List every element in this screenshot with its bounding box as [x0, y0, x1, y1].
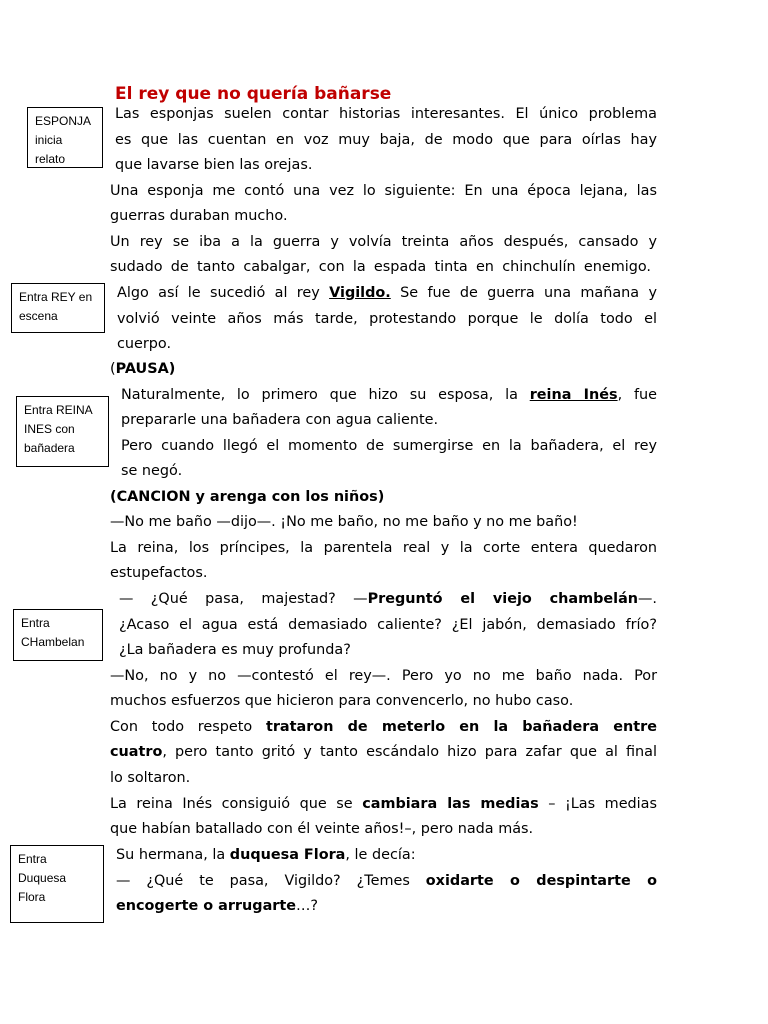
- text-line: muchos esfuerzos que hicieron para convencerlo, no hubo caso.: [110, 693, 574, 709]
- text-line: [116, 896, 318, 916]
- text-run: Se fue de guerra una mañana y: [400, 285, 657, 301]
- note-line: escena: [19, 309, 58, 323]
- text-run: , le decía:: [345, 847, 416, 863]
- text-line: [110, 794, 657, 814]
- text-run: – ¡Las medias: [548, 796, 657, 812]
- text-line: cuerpo.: [117, 336, 172, 352]
- text-line: [110, 717, 657, 737]
- text-line: es que las cuentan en voz muy baja, de modo que para oírlas hay: [115, 132, 657, 148]
- note-line: Duquesa: [18, 871, 67, 885]
- text-line: [110, 359, 175, 379]
- text-run: La reina Inés consiguió que se: [110, 796, 353, 812]
- text-run: , fue: [617, 387, 657, 403]
- note-line: relato: [35, 152, 66, 166]
- text-run: Algo así le sucedió al rey: [117, 285, 320, 301]
- note-line: inicia: [35, 133, 63, 147]
- text-line: se negó.: [121, 463, 183, 479]
- text-line: [119, 589, 657, 609]
- text-run: …?: [296, 898, 319, 914]
- note-line: Entra: [18, 852, 47, 866]
- text-line: Una esponja me contó una vez lo siguiente: En una época lejana, las: [110, 183, 657, 199]
- note-line: Entra REY en: [19, 290, 93, 304]
- text-line: estupefactos.: [110, 565, 208, 581]
- text-line: La reina, los príncipes, la parentela real y la corte entera quedaron: [110, 540, 657, 556]
- text-line: [116, 845, 416, 865]
- note-line: CHambelan: [21, 635, 85, 649]
- stage-note-rey: [11, 283, 105, 333]
- character-name-vigildo: Vigildo.: [329, 285, 391, 301]
- emphasis-trataron: trataron de meterlo en la bañadera entre: [265, 719, 657, 735]
- text-line: [117, 283, 657, 303]
- text-line: [121, 385, 657, 405]
- emphasis-medias: cambiara las medias: [362, 796, 539, 812]
- text-line: —No me baño —dijo—. ¡No me baño, no me baño y no me baño!: [110, 514, 578, 530]
- stage-note-chambelan: [13, 609, 103, 661]
- text-line: Las esponjas suelen contar historias interesantes. El único problema: [115, 106, 657, 122]
- stage-direction-cancion: (CANCION y arenga con los niños): [110, 489, 385, 505]
- note-line: INES con: [24, 422, 75, 436]
- text-line: que lavarse bien las orejas.: [115, 157, 313, 173]
- character-name-flora: duquesa Flora: [229, 847, 346, 863]
- text-line: [116, 871, 657, 891]
- note-line: Flora: [18, 890, 46, 904]
- text-line: Pero cuando llegó el momento de sumergirse en la bañadera, el rey: [121, 438, 657, 454]
- text-line: Un rey se iba a la guerra y volvía treinta años después, cansado y: [110, 234, 657, 250]
- text-run: Su hermana, la: [116, 847, 226, 863]
- character-name-ines: reina Inés: [529, 387, 618, 403]
- text-run: — ¿Qué te pasa, Vigildo? ¿Temes: [116, 873, 410, 889]
- note-line: ESPONJA: [35, 114, 92, 128]
- text-line: —No, no y no —contestó el rey—. Pero yo no me baño nada. Por: [110, 668, 657, 684]
- page-title: El rey que no quería bañarse: [115, 84, 392, 104]
- text-run: —.: [638, 591, 657, 607]
- text-line: ¿Acaso el agua está demasiado caliente? ¿El jabón, demasiado frío?: [119, 617, 657, 633]
- stage-note-ines: [16, 396, 109, 467]
- note-line: Entra: [21, 616, 50, 630]
- emphasis-oxidarte: oxidarte o despintarte o: [425, 873, 657, 889]
- text-line: guerras duraban mucho.: [110, 208, 288, 224]
- stage-note-flora: [10, 845, 104, 923]
- stage-direction-pausa: PAUSA): [115, 361, 176, 377]
- emphasis-encogerte: encogerte o arrugarte: [116, 898, 297, 914]
- text-line: [110, 742, 657, 762]
- text-run: (: [110, 361, 116, 377]
- text-run: — ¿Qué pasa, majestad? —: [119, 591, 368, 607]
- text-line: volvió veinte años más tarde, protestando porque le dolía todo el: [117, 311, 657, 327]
- text-line: lo soltaron.: [110, 770, 191, 786]
- note-line: Entra REINA: [24, 403, 93, 417]
- text-run: Con todo respeto: [110, 719, 253, 735]
- text-line: prepararle una bañadera con agua caliente.: [121, 412, 439, 428]
- text-line: sudado de tanto cabalgar, con la espada tinta en chinchulín enemigo.: [110, 259, 651, 275]
- text-line: que habían batallado con él veinte años!–, pero nada más.: [110, 821, 534, 837]
- text-run: Naturalmente, lo primero que hizo su esposa, la: [121, 387, 518, 403]
- emphasis-chambelan: Preguntó el viejo chambelán: [367, 591, 639, 607]
- note-line: bañadera: [24, 441, 75, 455]
- stage-note-esponja: [27, 107, 103, 168]
- emphasis-cuatro: cuatro: [110, 744, 163, 760]
- text-line: ¿La bañadera es muy profunda?: [119, 642, 351, 658]
- text-run: , pero tanto gritó y tanto escándalo hizo para zafar que al final: [162, 744, 657, 760]
